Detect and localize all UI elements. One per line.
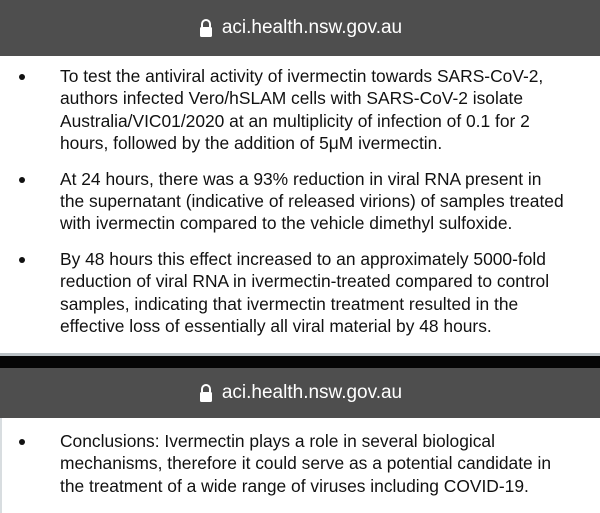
url-text: aci.health.nsw.gov.au bbox=[221, 382, 403, 403]
text-line: the supernatant (indicative of released virions) of samples treated bbox=[60, 191, 564, 212]
bullet-item bbox=[0, 168, 600, 235]
bullet-dot bbox=[19, 439, 25, 445]
text-line: samples, indicating that ivermectin treatment resulted in the bbox=[60, 293, 519, 314]
content-panel-bottom bbox=[0, 418, 600, 513]
top-url-bar[interactable] bbox=[0, 0, 600, 56]
text-line: At 24 hours, there was a 93% reduction in viral RNA present in bbox=[60, 168, 542, 189]
text-line: the treatment of a wide range of viruses including COVID-19. bbox=[60, 475, 529, 496]
bullet-item bbox=[2, 430, 600, 497]
divider bbox=[0, 356, 600, 368]
text-line: hours, followed by the addition of 5μM ivermectin. bbox=[60, 133, 443, 154]
text-line: By 48 hours this effect increased to an approximately 5000-fold bbox=[60, 248, 546, 269]
text-line: reduction of viral RNA in ivermectin-treated compared to control bbox=[60, 271, 550, 292]
lock-icon bbox=[198, 383, 214, 403]
lock-icon bbox=[198, 18, 214, 38]
text-line: authors infected Vero/hSLAM cells with SARS-CoV-2 isolate bbox=[60, 88, 524, 109]
bullet-item bbox=[0, 65, 600, 155]
url-text: aci.health.nsw.gov.au bbox=[221, 17, 403, 38]
bullet-dot bbox=[19, 74, 25, 80]
bullet-dot bbox=[19, 177, 25, 183]
text-line: effective loss of essentially all viral material by 48 hours. bbox=[60, 316, 492, 337]
text-line: mechanisms, therefore it could serve as a potential candidate in bbox=[60, 453, 552, 474]
text-line: Australia/VIC01/2020 at an multiplicity of infection of 0.1 for 2 bbox=[60, 110, 530, 131]
bottom-url-bar[interactable] bbox=[0, 368, 600, 418]
text-line: Conclusions: Ivermectin plays a role in several biological bbox=[60, 431, 495, 451]
bullet-item bbox=[0, 248, 600, 338]
content-panel-top bbox=[0, 56, 600, 362]
text-line: with ivermectin compared to the vehicle dimethyl sulfoxide. bbox=[60, 213, 513, 234]
bullet-dot bbox=[19, 257, 25, 263]
text-line: To test the antiviral activity of ivermectin towards SARS-CoV-2, bbox=[60, 66, 544, 86]
